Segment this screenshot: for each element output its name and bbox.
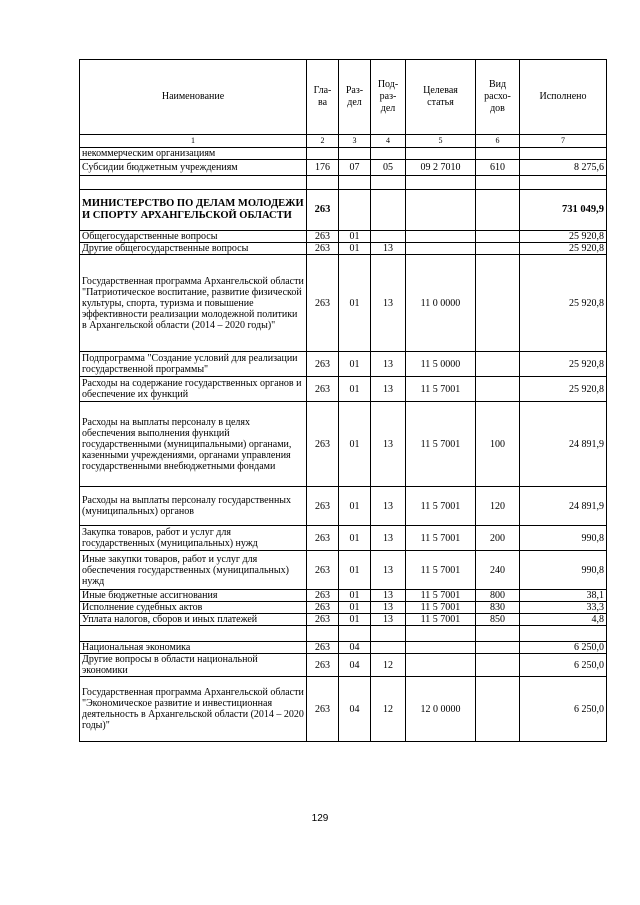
cell-podrazdel [371,642,406,654]
cell-podrazdel: 13 [371,487,406,526]
column-number: 1 [80,135,307,148]
cell-razdel [339,626,371,642]
cell-statya [406,642,476,654]
cell-statya [406,626,476,642]
cell-statya: 11 5 7001 [406,487,476,526]
table-row [80,352,607,377]
cell-statya: 11 5 7001 [406,590,476,602]
cell-name: Другие вопросы в области национальной экономики [80,654,307,677]
cell-podrazdel [371,148,406,160]
header-vid: Вид расхо- дов [476,60,520,135]
cell-name: Расходы на содержание государственных органов и обеспечение их функций [80,377,307,402]
header-row [80,60,607,135]
cell-razdel: 01 [339,487,371,526]
cell-amount: 24 891,9 [520,402,607,487]
cell-razdel: 01 [339,526,371,551]
cell-podrazdel: 13 [371,602,406,614]
column-number: 4 [371,135,406,148]
cell-name [80,626,307,642]
cell-glava [307,626,339,642]
cell-glava: 176 [307,160,339,176]
cell-statya: 11 5 7001 [406,602,476,614]
cell-amount: 38,1 [520,590,607,602]
cell-podrazdel: 13 [371,614,406,626]
header-razdel: Раз- дел [339,60,371,135]
cell-podrazdel: 13 [371,377,406,402]
table-row [80,551,607,590]
cell-podrazdel [371,626,406,642]
cell-statya: 11 5 0000 [406,352,476,377]
header-name: Наименование [80,60,307,135]
cell-name [80,176,307,190]
cell-vid [476,176,520,190]
cell-razdel: 07 [339,160,371,176]
cell-statya: 11 5 7001 [406,526,476,551]
cell-amount: 25 920,8 [520,352,607,377]
cell-amount: 8 275,6 [520,160,607,176]
cell-amount: 990,8 [520,551,607,590]
cell-statya [406,148,476,160]
table-row [80,526,607,551]
cell-name: Общегосударственные вопросы [80,231,307,243]
cell-amount: 731 049,9 [520,190,607,231]
cell-razdel: 01 [339,402,371,487]
table-body [80,60,607,742]
cell-razdel [339,176,371,190]
cell-podrazdel: 12 [371,677,406,742]
cell-amount: 25 920,8 [520,231,607,243]
cell-glava: 263 [307,602,339,614]
table-row [80,614,607,626]
cell-glava: 263 [307,243,339,255]
cell-name: Национальная экономика [80,642,307,654]
page-number: 129 [311,813,329,824]
cell-statya: 12 0 0000 [406,677,476,742]
cell-vid [476,231,520,243]
header-glava: Гла- ва [307,60,339,135]
table-row [80,402,607,487]
cell-vid: 830 [476,602,520,614]
cell-vid [476,677,520,742]
cell-statya: 11 5 7001 [406,377,476,402]
cell-razdel: 01 [339,243,371,255]
cell-razdel: 04 [339,677,371,742]
cell-razdel: 04 [339,654,371,677]
cell-vid [476,654,520,677]
cell-podrazdel: 13 [371,255,406,352]
cell-statya: 11 5 7001 [406,614,476,626]
cell-amount: 6 250,0 [520,654,607,677]
cell-amount: 25 920,8 [520,243,607,255]
cell-vid: 200 [476,526,520,551]
cell-name: Исполнение судебных актов [80,602,307,614]
cell-podrazdel: 13 [371,551,406,590]
cell-amount [520,148,607,160]
cell-statya: 11 0 0000 [406,255,476,352]
column-number: 6 [476,135,520,148]
spacer-row [80,626,607,642]
cell-razdel: 01 [339,602,371,614]
cell-razdel [339,148,371,160]
cell-razdel: 01 [339,255,371,352]
cell-podrazdel: 13 [371,402,406,487]
cell-glava: 263 [307,642,339,654]
table-row [80,160,607,176]
cell-glava: 263 [307,255,339,352]
cell-amount: 25 920,8 [520,377,607,402]
cell-amount: 990,8 [520,526,607,551]
cell-vid: 100 [476,402,520,487]
table-row [80,654,607,677]
cell-vid [476,626,520,642]
cell-amount: 4,8 [520,614,607,626]
cell-razdel: 04 [339,642,371,654]
cell-razdel: 01 [339,614,371,626]
table-row [80,148,607,160]
cell-glava: 263 [307,190,339,231]
cell-vid [476,352,520,377]
cell-vid: 850 [476,614,520,626]
cell-vid: 120 [476,487,520,526]
cell-razdel: 01 [339,551,371,590]
cell-statya: 11 5 7001 [406,402,476,487]
table-row [80,190,607,231]
cell-amount: 33,3 [520,602,607,614]
cell-podrazdel [371,176,406,190]
cell-razdel: 01 [339,352,371,377]
cell-glava [307,148,339,160]
cell-name: Уплата налогов, сборов и иных платежей [80,614,307,626]
cell-vid: 240 [476,551,520,590]
cell-glava: 263 [307,487,339,526]
cell-statya [406,190,476,231]
column-number: 5 [406,135,476,148]
cell-podrazdel: 13 [371,243,406,255]
cell-statya [406,231,476,243]
cell-vid [476,255,520,352]
cell-razdel [339,190,371,231]
cell-glava: 263 [307,526,339,551]
cell-amount: 25 920,8 [520,255,607,352]
header-ispolneno: Исполнено [520,60,607,135]
table-row [80,377,607,402]
cell-podrazdel: 12 [371,654,406,677]
cell-name: Иные закупки товаров, работ и услуг для обеспечения государственных (муниципальных) нужд [80,551,307,590]
cell-vid [476,190,520,231]
cell-razdel: 01 [339,231,371,243]
cell-amount: 24 891,9 [520,487,607,526]
column-number-row [80,135,607,148]
cell-podrazdel: 13 [371,352,406,377]
cell-statya [406,243,476,255]
cell-glava: 263 [307,377,339,402]
cell-glava: 263 [307,231,339,243]
header-statya: Целевая статья [406,60,476,135]
cell-vid: 800 [476,590,520,602]
cell-name: Подпрограмма "Создание условий для реализации государственной программы" [80,352,307,377]
cell-name: МИНИСТЕРСТВО ПО ДЕЛАМ МОЛОДЕЖИ И СПОРТУ АРХАНГЕЛЬСКОЙ ОБЛАСТИ [80,190,307,231]
cell-statya [406,176,476,190]
cell-razdel: 01 [339,377,371,402]
cell-name: Государственная программа Архангельской области "Патриотическое воспитание, развитие физической культуры, спорта, туризма и повышение эффективности реализации молодежной политики в Архангельской области (2014 – 2020 годы)" [80,255,307,352]
cell-glava [307,176,339,190]
cell-name: некоммерческим организациям [80,148,307,160]
cell-amount: 6 250,0 [520,642,607,654]
table-row [80,677,607,742]
cell-name: Другие общегосударственные вопросы [80,243,307,255]
column-number: 3 [339,135,371,148]
cell-podrazdel [371,190,406,231]
cell-glava: 263 [307,352,339,377]
cell-name: Государственная программа Архангельской области "Экономическое развитие и инвестиционная деятельность в Архангельской области (2014 – 2020 годы)" [80,677,307,742]
cell-vid: 610 [476,160,520,176]
cell-name: Субсидии бюджетным учреждениям [80,160,307,176]
budget-table [79,59,607,742]
cell-podrazdel [371,231,406,243]
table-row [80,231,607,243]
table-row [80,243,607,255]
column-number: 2 [307,135,339,148]
table-row [80,642,607,654]
cell-podrazdel: 13 [371,526,406,551]
cell-statya [406,654,476,677]
cell-podrazdel: 05 [371,160,406,176]
cell-name: Расходы на выплаты персоналу в целях обеспечения выполнения функций государственными (муниципальными) органами, казенными учреждениями, органами управления государственными внебюджетными фондами [80,402,307,487]
cell-glava: 263 [307,677,339,742]
cell-razdel: 01 [339,590,371,602]
table-row [80,255,607,352]
cell-glava: 263 [307,402,339,487]
cell-vid [476,377,520,402]
cell-amount [520,626,607,642]
cell-vid [476,243,520,255]
cell-vid [476,642,520,654]
cell-name: Закупка товаров, работ и услуг для государственных (муниципальных) нужд [80,526,307,551]
cell-vid [476,148,520,160]
header-podrazdel: Под- раз- дел [371,60,406,135]
spacer-row [80,176,607,190]
cell-name: Расходы на выплаты персоналу государственных (муниципальных) органов [80,487,307,526]
cell-statya: 11 5 7001 [406,551,476,590]
column-number: 7 [520,135,607,148]
table-row [80,590,607,602]
cell-amount: 6 250,0 [520,677,607,742]
cell-podrazdel: 13 [371,590,406,602]
table-row [80,602,607,614]
cell-statya: 09 2 7010 [406,160,476,176]
cell-glava: 263 [307,654,339,677]
cell-glava: 263 [307,614,339,626]
cell-name: Иные бюджетные ассигнования [80,590,307,602]
cell-glava: 263 [307,590,339,602]
table-row [80,487,607,526]
cell-amount [520,176,607,190]
cell-glava: 263 [307,551,339,590]
